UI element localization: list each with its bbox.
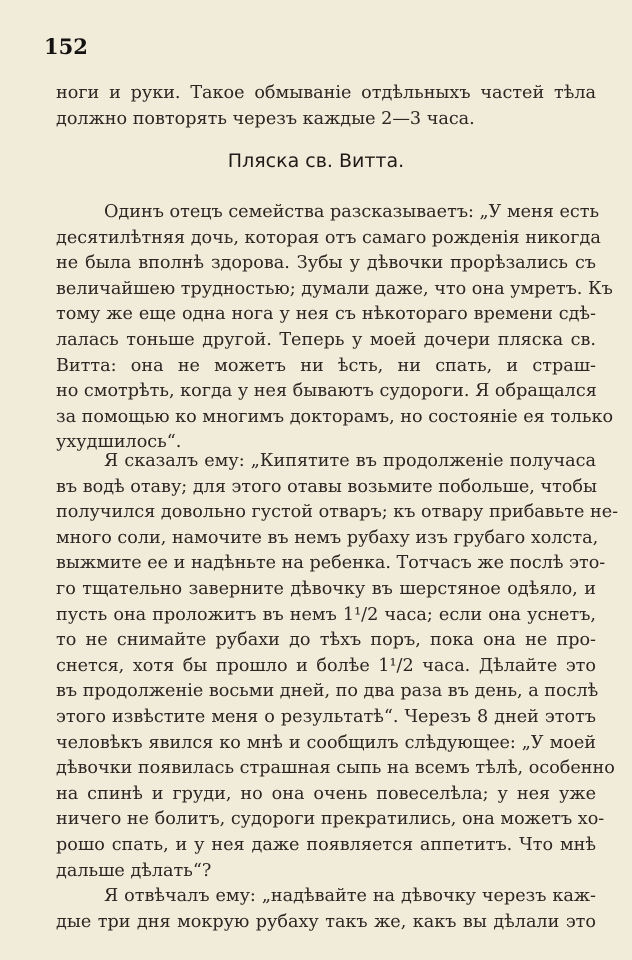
text-line: дѣвочки появилась страшная сыпь на всемъ тѣлѣ, особенно bbox=[56, 758, 615, 779]
text-line: должно повторять черезъ каждые 2—3 часа. bbox=[56, 108, 475, 129]
text-line: ноги и руки. Такое обмыванiе отдѣльныхъ частей тѣла bbox=[56, 83, 596, 103]
text-line: ухудшилось“. bbox=[56, 432, 182, 453]
page-number: 152 bbox=[44, 34, 88, 59]
text-line: этого извѣстите меня о результатѣ“. Черезъ 8 дней этотъ bbox=[56, 706, 596, 727]
text-line: десятилѣтняя дочь, которая отъ самаго рожденiя никогда bbox=[56, 227, 601, 248]
text-line: снется, хотя бы прошло и болѣе 1¹/2 часа. Дѣлайте это bbox=[56, 655, 596, 676]
text-line: на спинѣ и груди, но она очень повеселѣла; у нея уже bbox=[56, 783, 596, 804]
text-line: Я отвѣчалъ ему: „надѣвайте на дѣвочку черезъ каж- bbox=[104, 886, 596, 907]
text-line: дальше дѣлать“? bbox=[56, 860, 212, 881]
text-line: ничего не болитъ, судороги прекратились, она можетъ хо- bbox=[56, 809, 605, 830]
text-line: Витта: она не можетъ ни ѣсть, ни спать, и страш- bbox=[56, 355, 596, 376]
text-line: много соли, намочите въ немъ рубаху изъ грубаго холста, bbox=[56, 527, 599, 548]
text-line: въ водѣ отаву; для этого отавы возьмите побольше, чтобы bbox=[56, 476, 597, 497]
text-line: но смотрѣть, когда у нея бываютъ судороги. Я обращался bbox=[56, 381, 597, 402]
section-heading: Пляска св. Витта. bbox=[227, 150, 405, 172]
text-line: въ продолженiе восьми дней, по два раза въ день, а послѣ bbox=[56, 681, 599, 702]
text-line: Одинъ отецъ семейства разсказываетъ: „У меня есть bbox=[104, 202, 600, 222]
paragraph-reply bbox=[56, 449, 619, 935]
text-line: лалась тоньше другой. Теперь у моей дочери пляска св. bbox=[56, 329, 596, 350]
text-line: то не снимайте рубахи до тѣхъ поръ, пока она не про- bbox=[56, 630, 596, 651]
text-line: Я сказалъ ему: „Кипятите въ продолженiе получаса bbox=[104, 451, 596, 471]
text-line: величайшею трудностью; думали даже, что она умретъ. Къ bbox=[56, 278, 613, 299]
text-line: выжмите ее и надѣньте на ребенка. Тотчасъ же послѣ это- bbox=[56, 553, 606, 574]
text-line: тому же еще одна нога у нея съ нѣкотораго времени сдѣ- bbox=[56, 304, 596, 325]
text-line: дые три дня мокрую рубаху такъ же, какъ вы дѣлали это bbox=[56, 911, 596, 932]
text-line: за помощью ко многимъ докторамъ, но состоянiе ея только bbox=[56, 406, 614, 427]
text-line: не была вполнѣ здорова. Зубы у дѣвочки прорѣзались съ bbox=[56, 253, 596, 274]
text-line: пусть она проложитъ въ немъ 1¹/2 часа; если она уснетъ, bbox=[56, 604, 596, 625]
paragraph-story bbox=[56, 200, 614, 456]
text-line: рошо спать, и у нея даже появляется аппетитъ. Что мнѣ bbox=[56, 834, 596, 855]
lead-text bbox=[56, 81, 596, 132]
text-line: человѣкъ явился ко мнѣ и сообщилъ слѣдующее: „У моей bbox=[56, 732, 596, 753]
text-line: го тщательно заверните дѣвочку въ шерстяное одѣяло, и bbox=[56, 578, 596, 599]
text-line: получился довольно густой отваръ; къ отвару прибавьте не- bbox=[56, 502, 619, 523]
